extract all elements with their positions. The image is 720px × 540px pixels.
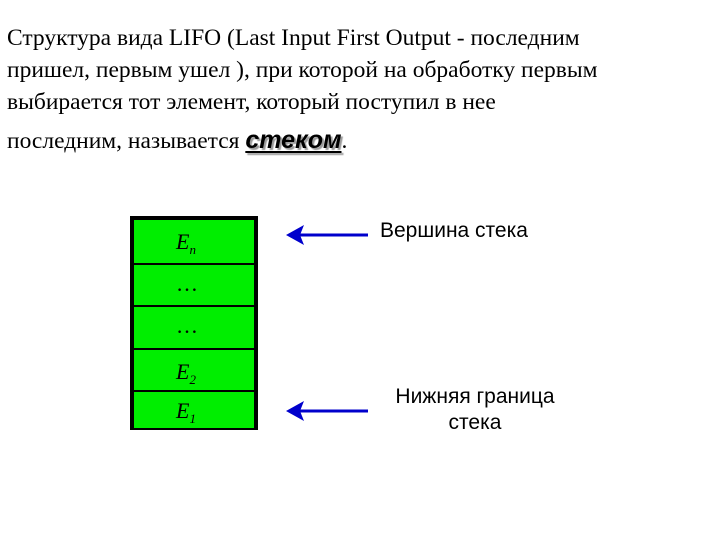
intro-line-4-suffix: . [341,128,348,154]
cell-label-e1: $E_1$ [176,398,196,426]
intro-line-3: выбирается тот элемент, который поступил в нее [7,89,496,115]
intro-line-4-prefix: последним, называется [7,128,246,154]
cell-ellipsis-1: … [176,271,200,296]
bottom-pointer-label-line-1: Нижняя граница [395,385,555,408]
stack-term: стеком [245,126,342,154]
bottom-arrow [286,401,368,421]
top-arrow [286,225,368,245]
bottom-pointer-label [370,384,580,436]
cell-label-en: $E_n$ [176,229,196,257]
top-pointer-label: Вершина стека [380,219,528,242]
bottom-pointer-label-line-2: стека [448,411,502,434]
intro-line-2: пришел, первым ушел ), при которой на обработку первым [7,57,598,83]
intro-line-1: Структура вида LIFO (Last Input First Output - последним [7,25,580,51]
cell-ellipsis-2: … [176,313,200,338]
cell-label-e2: $E_2$ [176,359,196,387]
